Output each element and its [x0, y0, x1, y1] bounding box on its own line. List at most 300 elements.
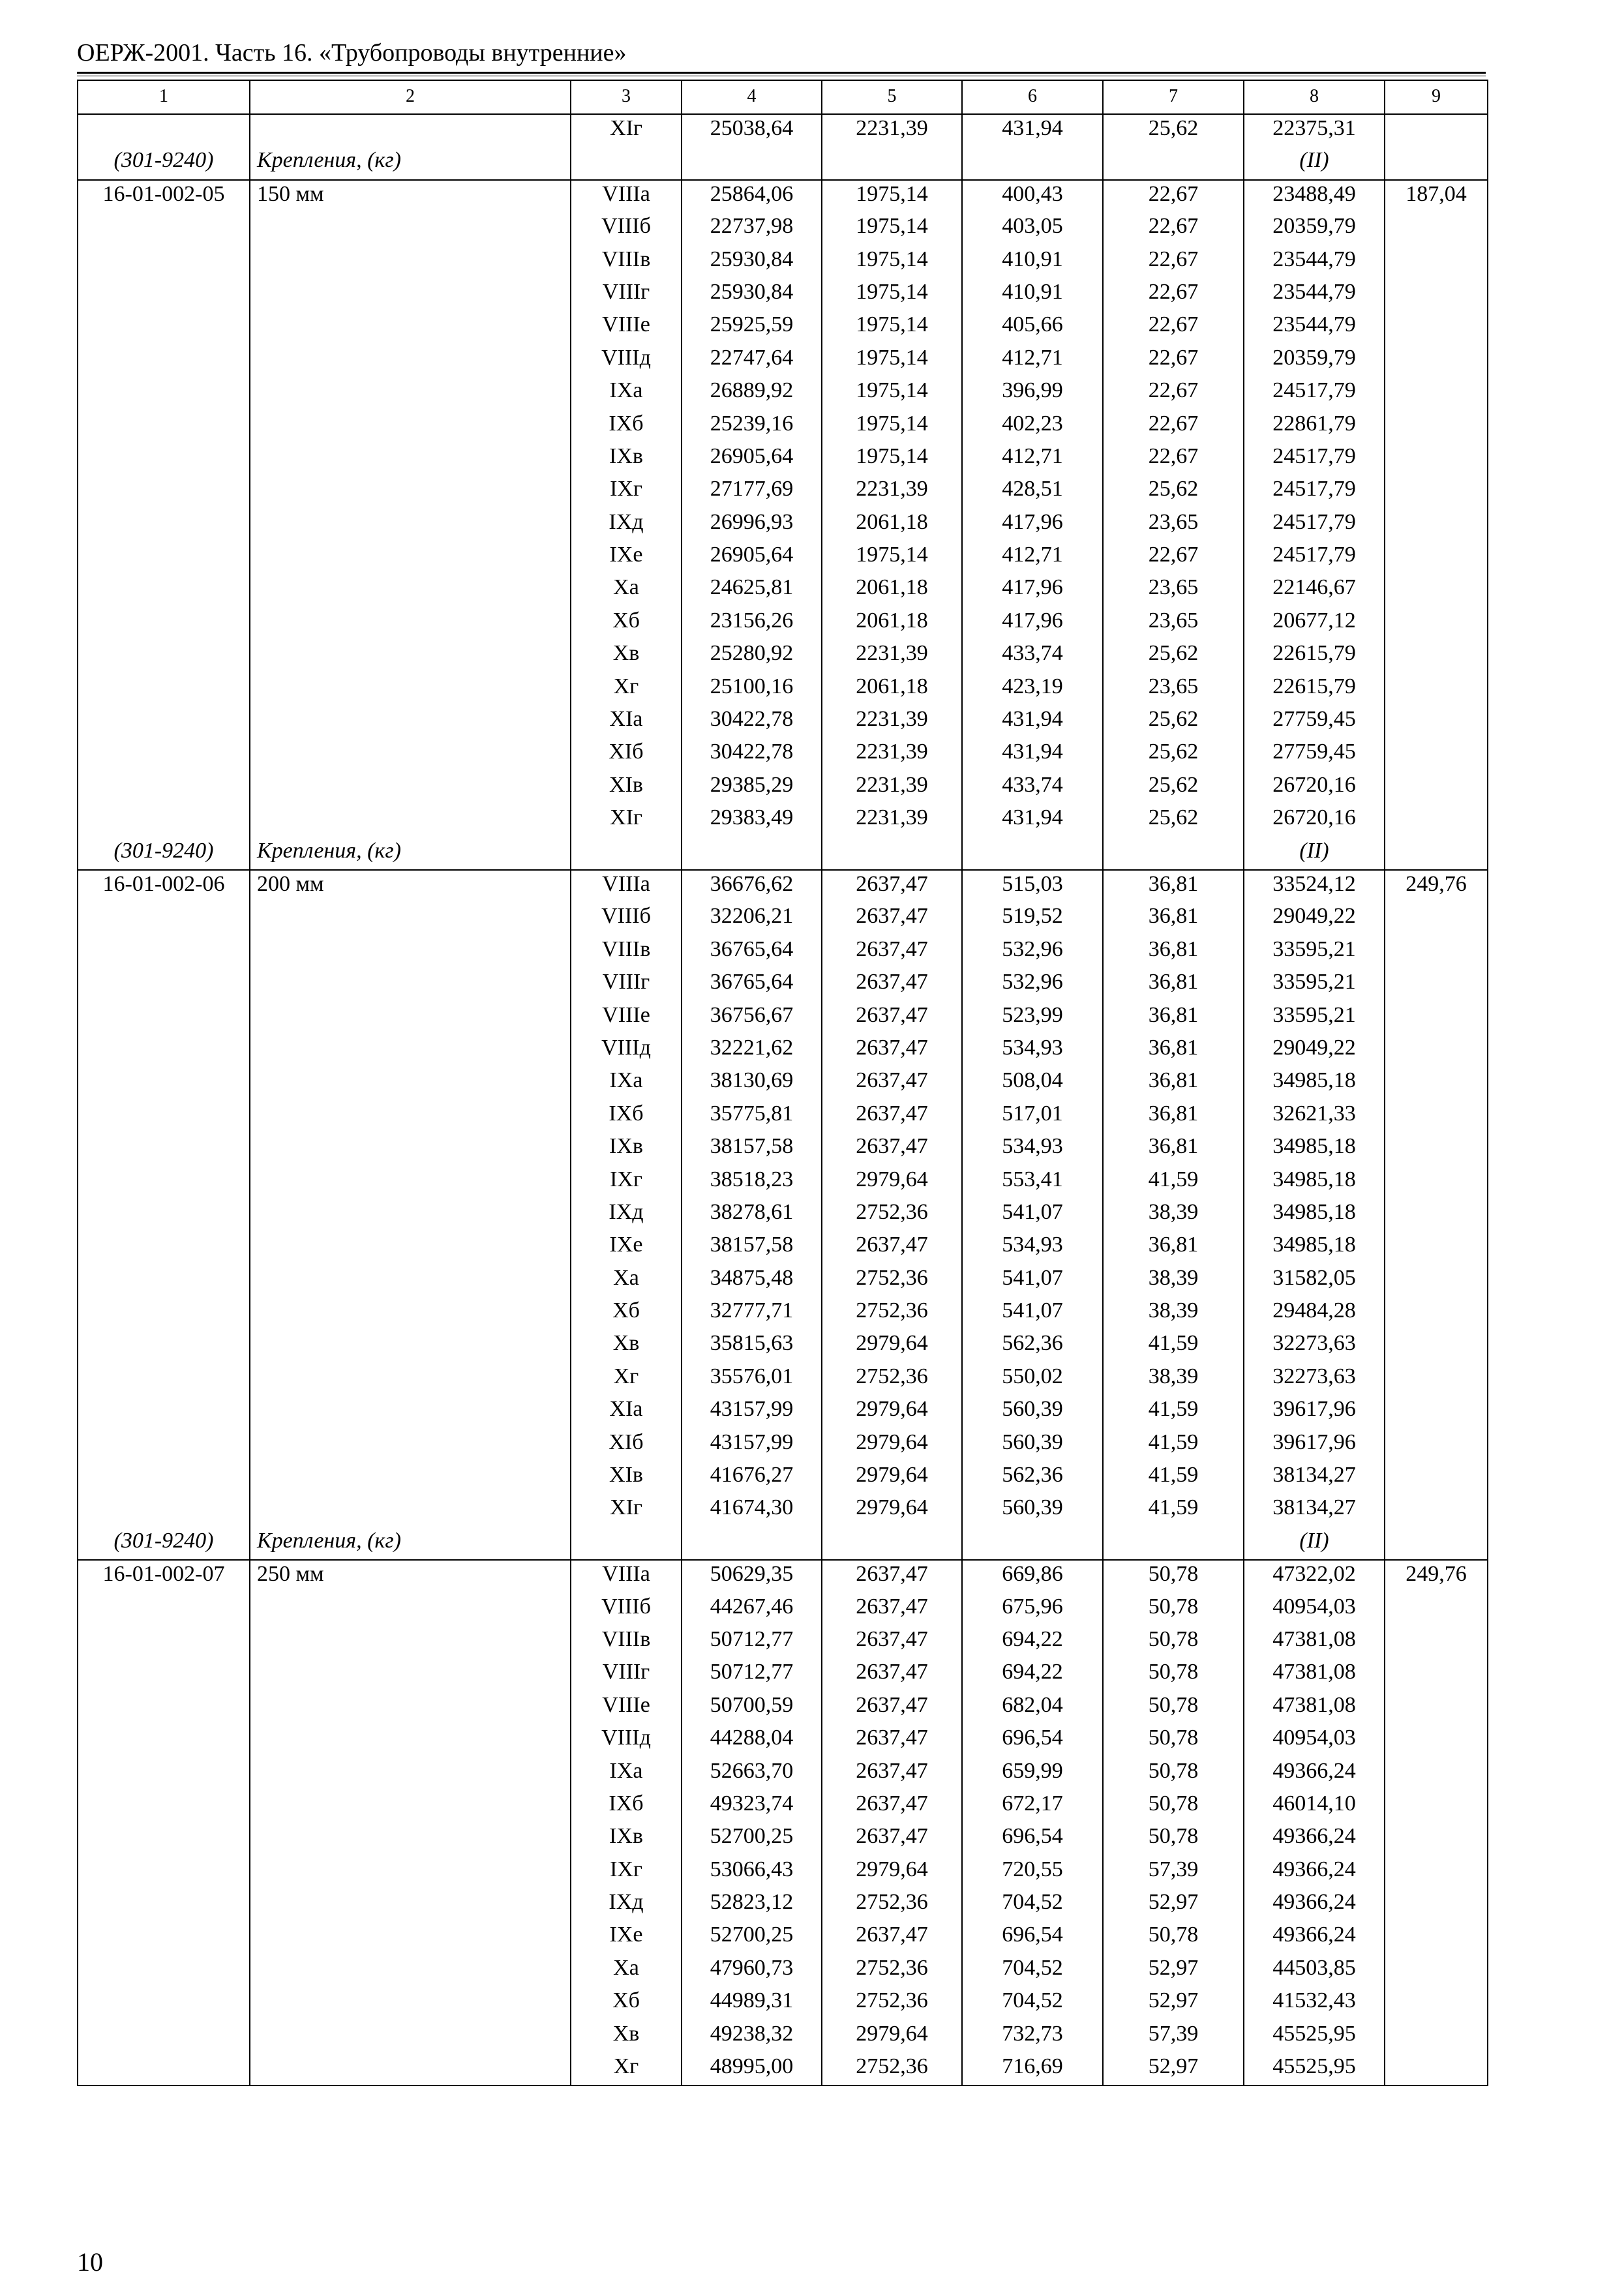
table-row [78, 673, 1488, 706]
machine-cost-cell: 704,52 [962, 1889, 1103, 1921]
table-row [78, 344, 1488, 377]
description-cell [250, 706, 571, 738]
materials-cell: 23544,79 [1244, 311, 1385, 344]
table-row [78, 903, 1488, 935]
labor-cell [1385, 1067, 1488, 1100]
code-cell [78, 2020, 250, 2053]
materials-cell: 49366,24 [1244, 1758, 1385, 1790]
machine-cost-cell: 720,55 [962, 1856, 1103, 1889]
machine-cost-cell: 732,73 [962, 2020, 1103, 2053]
code-cell [78, 509, 250, 541]
class-cell: VIIIг [571, 968, 682, 1001]
labor-cell [1385, 1396, 1488, 1428]
machine-cost-cell: 417,96 [962, 574, 1103, 606]
machine-cost-cell: 672,17 [962, 1790, 1103, 1823]
machine-cost-cell: 517,01 [962, 1100, 1103, 1133]
labor-cell [1385, 1856, 1488, 1889]
wage-cell: 2231,39 [822, 804, 962, 837]
class-cell: Xг [571, 673, 682, 706]
description-cell [250, 114, 571, 147]
class-cell: VIIIа [571, 180, 682, 213]
total-cost-cell: 36765,64 [682, 968, 822, 1001]
machinist-wage-cell: 50,78 [1103, 1823, 1244, 1855]
table-row [78, 377, 1488, 410]
class-cell: IXа [571, 377, 682, 410]
description-cell [250, 640, 571, 672]
code-cell [78, 1856, 250, 1889]
total-cost-cell: 36676,62 [682, 870, 822, 903]
code-cell [78, 1231, 250, 1264]
code-cell [78, 1790, 250, 1823]
column-number: 8 [1244, 80, 1385, 114]
code-cell [78, 1133, 250, 1165]
code-cell [78, 1067, 250, 1100]
wage-cell: 1975,14 [822, 344, 962, 377]
total-cost-cell [682, 837, 822, 870]
total-cost-cell: 32221,62 [682, 1034, 822, 1067]
code-cell [78, 804, 250, 837]
machinist-wage-cell: 41,59 [1103, 1429, 1244, 1461]
total-cost-cell: 50712,77 [682, 1626, 822, 1658]
total-cost-cell: 25930,84 [682, 278, 822, 311]
materials-cell: 46014,10 [1244, 1790, 1385, 1823]
machinist-wage-cell: 25,62 [1103, 804, 1244, 837]
machine-cost-cell: 534,93 [962, 1133, 1103, 1165]
table-row [78, 475, 1488, 508]
wage-cell: 1975,14 [822, 541, 962, 574]
machinist-wage-cell: 36,81 [1103, 968, 1244, 1001]
total-cost-cell: 41676,27 [682, 1461, 822, 1494]
total-cost-cell: 34875,48 [682, 1264, 822, 1297]
labor-cell [1385, 311, 1488, 344]
code-cell [78, 1758, 250, 1790]
wage-cell: 2979,64 [822, 1494, 962, 1527]
machinist-wage-cell: 50,78 [1103, 1560, 1244, 1593]
wage-cell [822, 147, 962, 179]
table-row [78, 1363, 1488, 1396]
description-cell [250, 903, 571, 935]
materials-cell: 33524,12 [1244, 870, 1385, 903]
materials-cell: 40954,03 [1244, 1593, 1385, 1626]
total-cost-cell: 30422,78 [682, 706, 822, 738]
machine-cost-cell: 431,94 [962, 738, 1103, 771]
code-cell [78, 673, 250, 706]
wage-cell: 2231,39 [822, 706, 962, 738]
machine-cost-cell: 523,99 [962, 1002, 1103, 1034]
machinist-wage-cell: 50,78 [1103, 1626, 1244, 1658]
description-cell [250, 2053, 571, 2086]
table-row [78, 443, 1488, 475]
machine-cost-cell: 417,96 [962, 607, 1103, 640]
labor-cell [1385, 2053, 1488, 2086]
table-row [78, 968, 1488, 1001]
column-number: 7 [1103, 80, 1244, 114]
wage-cell: 2752,36 [822, 1987, 962, 2020]
materials-cell: 29049,22 [1244, 903, 1385, 935]
description-cell [250, 1724, 571, 1757]
machinist-wage-cell: 57,39 [1103, 2020, 1244, 2053]
class-cell [571, 147, 682, 179]
machine-cost-cell: 396,99 [962, 377, 1103, 410]
description-cell: 150 мм [250, 180, 571, 213]
code-cell [78, 1658, 250, 1691]
class-cell: IXд [571, 509, 682, 541]
code-cell [78, 738, 250, 771]
wage-cell [822, 837, 962, 870]
machine-cost-cell: 423,19 [962, 673, 1103, 706]
total-cost-cell [682, 1527, 822, 1560]
table-row [78, 771, 1488, 804]
machinist-wage-cell: 25,62 [1103, 640, 1244, 672]
code-cell [78, 541, 250, 574]
code-cell [78, 1330, 250, 1362]
machinist-wage-cell: 36,81 [1103, 870, 1244, 903]
labor-cell: 187,04 [1385, 180, 1488, 213]
class-cell: IXд [571, 1889, 682, 1921]
machine-cost-cell: 534,93 [962, 1034, 1103, 1067]
code-cell [78, 936, 250, 968]
class-cell: XIб [571, 738, 682, 771]
wage-cell: 2061,18 [822, 509, 962, 541]
class-cell: Xв [571, 2020, 682, 2053]
table-row [78, 1034, 1488, 1067]
description-cell [250, 771, 571, 804]
code-cell [78, 213, 250, 245]
total-cost-cell: 26889,92 [682, 377, 822, 410]
description-cell [250, 1396, 571, 1428]
description-cell [250, 1231, 571, 1264]
materials-cell: 20359,79 [1244, 344, 1385, 377]
class-cell: IXг [571, 475, 682, 508]
materials-cell: 33595,21 [1244, 936, 1385, 968]
description-cell: 250 мм [250, 1560, 571, 1593]
machine-cost-cell: 675,96 [962, 1593, 1103, 1626]
materials-cell: 32273,63 [1244, 1330, 1385, 1362]
wage-cell: 2061,18 [822, 673, 962, 706]
page-number: 10 [77, 2247, 103, 2277]
machine-cost-cell: 431,94 [962, 114, 1103, 147]
column-number: 5 [822, 80, 962, 114]
machinist-wage-cell: 36,81 [1103, 1133, 1244, 1165]
class-cell: Xа [571, 1954, 682, 1987]
wage-cell: 2979,64 [822, 1856, 962, 1889]
labor-cell [1385, 903, 1488, 935]
machine-cost-cell: 412,71 [962, 541, 1103, 574]
total-cost-cell: 36756,67 [682, 1002, 822, 1034]
materials-cell: 24517,79 [1244, 509, 1385, 541]
fastening-row [78, 837, 1488, 870]
description-cell [250, 1429, 571, 1461]
labor-cell [1385, 1002, 1488, 1034]
labor-cell [1385, 410, 1488, 443]
wage-cell: 1975,14 [822, 246, 962, 278]
materials-cell: 47322,02 [1244, 1560, 1385, 1593]
materials-cell: 23544,79 [1244, 246, 1385, 278]
wage-cell: 2231,39 [822, 114, 962, 147]
description-cell [250, 1494, 571, 1527]
machine-cost-cell: 696,54 [962, 1921, 1103, 1954]
labor-cell [1385, 1363, 1488, 1396]
machine-cost-cell: 694,22 [962, 1658, 1103, 1691]
total-cost-cell: 53066,43 [682, 1856, 822, 1889]
description-cell [250, 213, 571, 245]
labor-cell [1385, 1034, 1488, 1067]
machinist-wage-cell: 25,62 [1103, 738, 1244, 771]
table-row [78, 114, 1488, 147]
code-cell [78, 1461, 250, 1494]
description-cell: Крепления, (кг) [250, 147, 571, 179]
machine-cost-cell: 696,54 [962, 1823, 1103, 1855]
wage-cell: 2637,47 [822, 1692, 962, 1724]
wage-cell: 2061,18 [822, 607, 962, 640]
description-cell [250, 475, 571, 508]
code-cell [78, 968, 250, 1001]
code-cell [78, 246, 250, 278]
total-cost-cell: 41674,30 [682, 1494, 822, 1527]
description-cell [250, 1034, 571, 1067]
machinist-wage-cell: 50,78 [1103, 1658, 1244, 1691]
wage-cell: 1975,14 [822, 278, 962, 311]
wage-cell: 2752,36 [822, 1363, 962, 1396]
wage-cell: 2637,47 [822, 870, 962, 903]
description-cell [250, 1889, 571, 1921]
materials-cell: 47381,08 [1244, 1626, 1385, 1658]
description-cell [250, 607, 571, 640]
materials-cell: 22146,67 [1244, 574, 1385, 606]
code-cell [78, 1593, 250, 1626]
labor-cell [1385, 541, 1488, 574]
total-cost-cell: 25864,06 [682, 180, 822, 213]
description-cell [250, 1133, 571, 1165]
class-cell: Xв [571, 640, 682, 672]
labor-cell [1385, 246, 1488, 278]
description-cell [250, 1987, 571, 2020]
machine-cost-cell: 682,04 [962, 1692, 1103, 1724]
machinist-wage-cell: 25,62 [1103, 475, 1244, 508]
machine-cost-cell: 694,22 [962, 1626, 1103, 1658]
machinist-wage-cell: 38,39 [1103, 1199, 1244, 1231]
machinist-wage-cell: 50,78 [1103, 1692, 1244, 1724]
wage-cell: 2231,39 [822, 640, 962, 672]
materials-cell: 32621,33 [1244, 1100, 1385, 1133]
description-cell [250, 1297, 571, 1330]
machinist-wage-cell: 22,67 [1103, 213, 1244, 245]
code-cell [78, 1166, 250, 1199]
description-cell: Крепления, (кг) [250, 1527, 571, 1560]
wage-cell: 2231,39 [822, 738, 962, 771]
machine-cost-cell: 410,91 [962, 278, 1103, 311]
table-row [78, 738, 1488, 771]
materials-cell: 38134,27 [1244, 1494, 1385, 1527]
total-cost-cell: 43157,99 [682, 1396, 822, 1428]
class-cell: IXе [571, 541, 682, 574]
table-row [78, 1856, 1488, 1889]
materials-cell: 26720,16 [1244, 771, 1385, 804]
labor-cell [1385, 1954, 1488, 1987]
total-cost-cell: 49323,74 [682, 1790, 822, 1823]
labor-cell [1385, 1264, 1488, 1297]
materials-cell: 27759,45 [1244, 738, 1385, 771]
wage-cell: 2637,47 [822, 1758, 962, 1790]
total-cost-cell: 32206,21 [682, 903, 822, 935]
labor-cell [1385, 1297, 1488, 1330]
code-cell [78, 1199, 250, 1231]
code-cell: 16-01-002-05 [78, 180, 250, 213]
machinist-wage-cell: 52,97 [1103, 2053, 1244, 2086]
description-cell [250, 1330, 571, 1362]
labor-cell [1385, 1330, 1488, 1362]
table-row [78, 1133, 1488, 1165]
labor-cell [1385, 147, 1488, 179]
wage-cell: 2752,36 [822, 1297, 962, 1330]
labor-cell [1385, 1889, 1488, 1921]
total-cost-cell: 48995,00 [682, 2053, 822, 2086]
machine-cost-cell: 412,71 [962, 344, 1103, 377]
class-cell: VIIIа [571, 870, 682, 903]
code-cell [78, 311, 250, 344]
column-number: 1 [78, 80, 250, 114]
machinist-wage-cell: 22,67 [1103, 377, 1244, 410]
class-cell: Xа [571, 1264, 682, 1297]
code-cell [78, 443, 250, 475]
class-cell: Xб [571, 1987, 682, 2020]
code-cell [78, 114, 250, 147]
table-row [78, 1987, 1488, 2020]
materials-cell: 24517,79 [1244, 377, 1385, 410]
table-row [78, 1100, 1488, 1133]
machine-cost-cell: 562,36 [962, 1461, 1103, 1494]
class-cell: IXа [571, 1067, 682, 1100]
wage-cell: 2637,47 [822, 1560, 962, 1593]
wage-cell: 2637,47 [822, 1002, 962, 1034]
description-cell [250, 1921, 571, 1954]
machine-cost-cell: 532,96 [962, 968, 1103, 1001]
class-cell: VIIIг [571, 278, 682, 311]
machinist-wage-cell: 25,62 [1103, 706, 1244, 738]
machinist-wage-cell: 52,97 [1103, 1987, 1244, 2020]
code-cell [78, 640, 250, 672]
labor-cell [1385, 1790, 1488, 1823]
code-cell [78, 771, 250, 804]
description-cell [250, 1002, 571, 1034]
code-cell [78, 344, 250, 377]
description-cell [250, 1758, 571, 1790]
machinist-wage-cell: 41,59 [1103, 1494, 1244, 1527]
description-cell [250, 2020, 571, 2053]
machinist-wage-cell: 36,81 [1103, 1067, 1244, 1100]
machinist-wage-cell: 41,59 [1103, 1166, 1244, 1199]
machinist-wage-cell: 22,67 [1103, 410, 1244, 443]
labor-cell [1385, 213, 1488, 245]
class-cell: IXб [571, 1100, 682, 1133]
wage-cell: 2752,36 [822, 1264, 962, 1297]
column-number: 3 [571, 80, 682, 114]
wage-cell: 2061,18 [822, 574, 962, 606]
labor-cell [1385, 278, 1488, 311]
table-row [78, 1199, 1488, 1231]
labor-cell [1385, 771, 1488, 804]
labor-cell [1385, 738, 1488, 771]
materials-cell: 47381,08 [1244, 1658, 1385, 1691]
total-cost-cell: 44989,31 [682, 1987, 822, 2020]
machine-cost-cell: 669,86 [962, 1560, 1103, 1593]
class-cell [571, 1527, 682, 1560]
wage-cell: 2752,36 [822, 1954, 962, 1987]
machine-cost-cell: 410,91 [962, 246, 1103, 278]
wage-cell: 2637,47 [822, 1823, 962, 1855]
machinist-wage-cell: 38,39 [1103, 1297, 1244, 1330]
class-cell: IXб [571, 1790, 682, 1823]
materials-cell: 34985,18 [1244, 1133, 1385, 1165]
labor-cell: 249,76 [1385, 870, 1488, 903]
labor-cell [1385, 1461, 1488, 1494]
machine-cost-cell [962, 147, 1103, 179]
machinist-wage-cell: 23,65 [1103, 574, 1244, 606]
materials-cell: 23544,79 [1244, 278, 1385, 311]
code-cell [78, 475, 250, 508]
materials-cell: 41532,43 [1244, 1987, 1385, 2020]
materials-cell: 26720,16 [1244, 804, 1385, 837]
description-cell [250, 1264, 571, 1297]
description-cell [250, 1856, 571, 1889]
description-cell [250, 673, 571, 706]
total-cost-cell: 36765,64 [682, 936, 822, 968]
machine-cost-cell: 541,07 [962, 1297, 1103, 1330]
total-cost-cell: 52663,70 [682, 1758, 822, 1790]
machinist-wage-cell: 36,81 [1103, 1100, 1244, 1133]
machinist-wage-cell: 22,67 [1103, 311, 1244, 344]
machinist-wage-cell [1103, 837, 1244, 870]
labor-cell [1385, 1658, 1488, 1691]
table-row [78, 804, 1488, 837]
machine-cost-cell: 428,51 [962, 475, 1103, 508]
class-cell: Xв [571, 1330, 682, 1362]
code-cell: 16-01-002-07 [78, 1560, 250, 1593]
total-cost-cell: 35815,63 [682, 1330, 822, 1362]
description-cell: 200 мм [250, 870, 571, 903]
class-cell: VIIIд [571, 344, 682, 377]
machinist-wage-cell: 38,39 [1103, 1363, 1244, 1396]
class-cell: VIIIб [571, 213, 682, 245]
wage-cell: 2979,64 [822, 1396, 962, 1428]
machine-cost-cell: 532,96 [962, 936, 1103, 968]
class-cell: IXв [571, 443, 682, 475]
machine-cost-cell [962, 837, 1103, 870]
wage-cell: 2637,47 [822, 1724, 962, 1757]
class-cell: VIIIв [571, 1626, 682, 1658]
class-cell: XIг [571, 1494, 682, 1527]
labor-cell [1385, 1199, 1488, 1231]
labor-cell [1385, 114, 1488, 147]
labor-cell [1385, 1494, 1488, 1527]
materials-cell: 49366,24 [1244, 1889, 1385, 1921]
materials-cell: 39617,96 [1244, 1429, 1385, 1461]
labor-cell [1385, 804, 1488, 837]
machine-cost-cell: 659,99 [962, 1758, 1103, 1790]
table-body [78, 80, 1488, 2086]
labor-cell [1385, 1231, 1488, 1264]
code-cell [78, 1987, 250, 2020]
table-row [78, 1067, 1488, 1100]
code-cell [78, 1823, 250, 1855]
machine-cost-cell: 431,94 [962, 804, 1103, 837]
table-row [78, 1330, 1488, 1362]
materials-cell: 33595,21 [1244, 1002, 1385, 1034]
total-cost-cell: 29383,49 [682, 804, 822, 837]
machinist-wage-cell [1103, 147, 1244, 179]
total-cost-cell: 50712,77 [682, 1658, 822, 1691]
total-cost-cell: 29385,29 [682, 771, 822, 804]
